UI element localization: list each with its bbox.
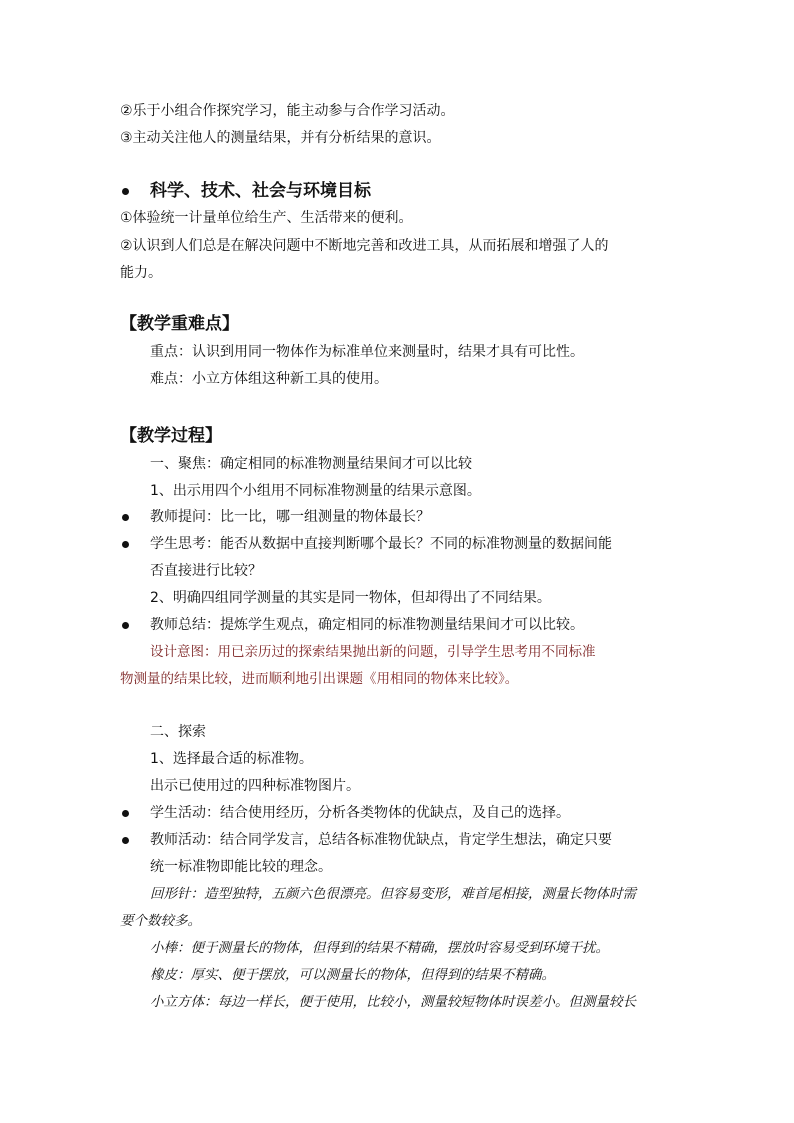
section2-title: 二、探索: [150, 724, 206, 740]
bullet-icon: [122, 188, 129, 195]
teacher-summary: 教师总结：提炼学生观点，确定相同的标准物测量结果间才可以比较。: [150, 617, 584, 633]
bullet-icon: [122, 622, 129, 629]
keypoints-heading: 【教学重难点】: [120, 314, 239, 334]
paperclip-note-cont: 要个数较多。: [120, 913, 201, 929]
section2-show: 出示已使用过的四种标准物图片。: [150, 778, 360, 794]
design-intent-cont: 物测量的结果比较，进而顺利地引出课题《用相同的物体来比较》。: [120, 671, 519, 687]
paperclip-note: 回形针：造型独特，五颜六色很漂亮。但容易变形，难首尾相接，测量长物体时需: [150, 886, 636, 902]
section1-step1: 1、出示用四个小组用不同标准物测量的结果示意图。: [150, 483, 481, 499]
section2-step1: 1、选择最合适的标准物。: [150, 751, 313, 767]
section1-title: 一、聚焦：确定相同的标准物测量结果间才可以比较: [150, 456, 472, 472]
student-activity: 学生活动：结合使用经历，分析各类物体的优缺点，及自己的选择。: [150, 805, 570, 821]
bullet-icon: [122, 810, 129, 817]
eraser-note: 橡皮：厚实、便于摆放，可以测量长的物体，但得到的结果不精确。: [150, 967, 555, 983]
stse-heading: 科学、技术、社会与环境目标: [150, 181, 371, 201]
goal-attitude-3: ③主动关注他人的测量结果，并有分析结果的意识。: [120, 130, 441, 146]
stse-goal-2-cont: 能力。: [120, 265, 162, 281]
student-thinking-cont: 否直接进行比较？: [150, 563, 262, 579]
teacher-activity-cont: 统一标准物即能比较的理念。: [150, 859, 332, 875]
bullet-icon: [122, 837, 129, 844]
goal-attitude-2: ②乐于小组合作探究学习，能主动参与合作学习活动。: [120, 103, 455, 119]
student-thinking: 学生思考：能否从数据中直接判断哪个最长？不同的标准物测量的数据间能: [150, 536, 612, 552]
keypoint-key: 重点：认识到用同一物体作为标准单位来测量时，结果才具有可比性。: [150, 344, 584, 360]
bullet-icon: [122, 541, 129, 548]
bullet-icon: [122, 514, 129, 521]
stse-goal-2: ②认识到人们总是在解决问题中不断地完善和改进工具，从而拓展和增强了人的: [120, 238, 609, 254]
section1-step2: 2、明确四组同学测量的其实是同一物体，但却得出了不同结果。: [150, 590, 551, 606]
teacher-question: 教师提问：比一比，哪一组测量的物体最长？: [150, 509, 430, 525]
teacher-activity: 教师活动：结合同学发言，总结各标准物优缺点，肯定学生想法，确定只要: [150, 832, 612, 848]
design-intent: 设计意图：用已亲历过的探索结果抛出新的问题，引导学生思考用不同标准: [150, 644, 596, 660]
stse-goal-1: ①体验统一计量单位给生产、生活带来的便利。: [120, 210, 413, 226]
keypoint-difficult: 难点：小立方体组这种新工具的使用。: [150, 371, 388, 387]
cube-note: 小立方体：每边一样长，便于使用，比较小，测量较短物体时误差小。但测量较长: [150, 994, 636, 1010]
process-heading: 【教学过程】: [120, 426, 222, 446]
stick-note: 小棒：便于测量长的物体，但得到的结果不精确，摆放时容易受到环境干扰。: [150, 940, 609, 956]
